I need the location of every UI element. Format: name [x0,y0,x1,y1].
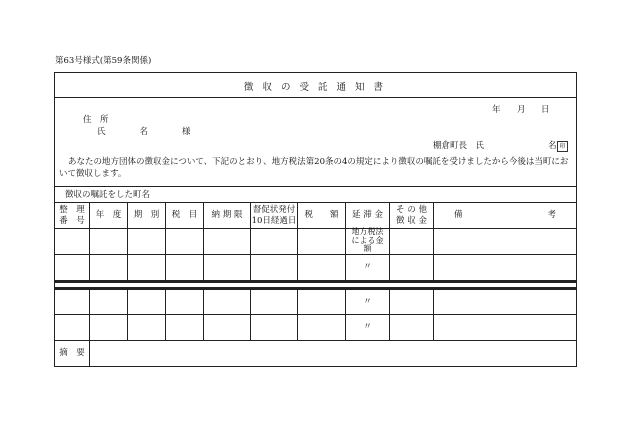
header-remarks: 備 考 [453,210,556,221]
header-other: そ の 他 徴 収 金 [396,204,427,226]
body-text: あなたの地方団体の徴収金について、下記のとおり、地方税法第20条の4の規定により徴収の嘱託を受けましたから今後は当町において徴収します。 [59,157,569,179]
frame-bottom [54,366,577,367]
frame-right [576,72,577,367]
seal-mark: 印 [557,141,568,152]
name-label: 氏 名 様 [97,127,191,137]
date-month: 月 [517,105,526,115]
frame-top [54,72,577,73]
header-reminder: 督促状発付 10日経過日 [251,204,297,226]
ditto-mark-row4: 〃 [363,322,372,333]
col-line-6-lower [297,290,298,340]
col-line-9-lower [433,290,434,340]
issuer: 棚倉町長 氏 [433,141,485,151]
thick-separator-1 [54,280,577,283]
ditto-mark-row2: 〃 [363,262,372,273]
thick-separator-2 [54,287,577,290]
header-due-date: 納 期 限 [211,210,243,221]
header-bottom [54,228,577,229]
ditto-mark-row3: 〃 [363,296,372,307]
header-late-fee: 延 滞 金 [352,210,383,221]
row3-bottom [54,314,577,315]
header-year: 年 度 [95,210,122,221]
row4-bottom [54,340,577,341]
col-line-3-lower [165,290,166,340]
title-divider [54,97,577,98]
late-fee-note: 地方税法 による金 額 [351,226,384,254]
date-year: 年 [492,105,501,115]
header-period: 期 別 [133,210,160,221]
town-row-top [54,186,577,187]
col-line-2-lower [127,290,128,340]
date-day: 日 [541,105,550,115]
header-tax-amount: 税 額 [304,210,339,221]
header-seq: 整 理 番 号 [59,204,85,226]
document-title: 徴 収 の 受 託 通 知 書 [243,82,387,93]
col-line-5-lower [250,290,251,340]
col-line-4-lower [203,290,204,340]
summary-divider [89,340,90,366]
row1-bottom [54,254,577,255]
col-line-8-lower [389,290,390,340]
col-line-1-lower [89,290,90,340]
header-tax-item: 税 目 [171,210,198,221]
summary-label: 摘 要 [59,348,85,359]
address-label: 住 所 [83,115,109,125]
issuer-name-suffix: 名 [548,141,557,151]
commissioning-town-label: 徴収の嘱託をした町名 [65,190,151,200]
form-number: 第63号様式(第59条関係) [55,56,152,66]
